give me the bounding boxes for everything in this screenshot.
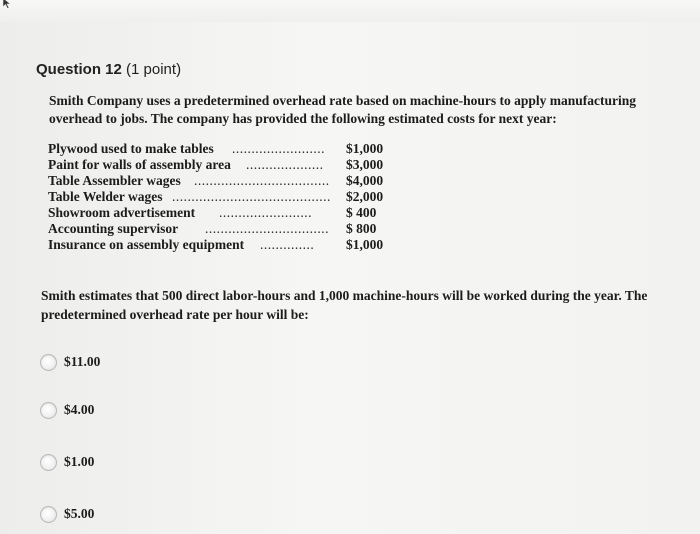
leader-dots: ......................................... xyxy=(172,189,331,204)
cost-amount: $4,000 xyxy=(346,173,384,188)
screen-top-edge xyxy=(0,0,700,22)
answer-option-3[interactable] xyxy=(40,451,94,473)
cost-row xyxy=(48,221,393,237)
answer-option-label[interactable]: $4.00 xyxy=(64,402,95,417)
cost-row xyxy=(48,173,393,189)
radio-button[interactable] xyxy=(40,506,57,523)
cost-amount: $1,000 xyxy=(346,141,384,156)
cost-label: Accounting supervisor xyxy=(48,221,179,236)
cost-row xyxy=(48,189,393,205)
leader-dots: ........................ xyxy=(232,141,325,156)
cost-label: Table Welder wages xyxy=(48,189,163,204)
cost-amount: $1,000 xyxy=(346,237,384,252)
cost-amount: $ 800 xyxy=(346,221,377,236)
cost-label: Table Assembler wages xyxy=(48,173,181,188)
answer-option-label[interactable]: $5.00 xyxy=(64,506,95,521)
radio-button[interactable] xyxy=(40,354,57,371)
cost-amount: $ 400 xyxy=(346,205,377,220)
cost-row xyxy=(48,141,393,157)
cost-label: Showroom advertisement xyxy=(48,205,196,220)
cost-label: Paint for walls of assembly area xyxy=(48,157,231,172)
answer-option-label[interactable]: $1.00 xyxy=(64,454,95,469)
question-points: (1 point) xyxy=(126,61,182,78)
cost-label: Plywood used to make tables xyxy=(48,141,214,156)
estimated-costs-list xyxy=(48,141,393,253)
radio-button[interactable] xyxy=(40,454,57,471)
mouse-cursor-icon xyxy=(2,0,14,10)
question-text: Smith estimates that 500 direct labor-hours and 1,000 machine-hours will be worked during the year. The predetermined overhead rate per hour will be: xyxy=(41,288,648,322)
question-header xyxy=(36,61,181,78)
question-intro-text: Smith Company uses a predetermined overhead rate based on machine-hours to apply manufacturing overhead to jobs. The company has provided the following estimated costs for next year: xyxy=(49,93,637,126)
answer-option-4[interactable] xyxy=(40,503,94,525)
radio-button[interactable] xyxy=(40,402,57,419)
cost-row xyxy=(48,237,393,253)
cost-amount: $2,000 xyxy=(346,189,384,204)
cost-label: Insurance on assembly equipment xyxy=(48,237,245,252)
leader-dots: .............. xyxy=(260,237,315,252)
leader-dots: ................................ xyxy=(205,221,329,236)
cost-amount: $3,000 xyxy=(346,157,384,172)
leader-dots: ................................... xyxy=(194,173,330,188)
question-number: Question 12 xyxy=(36,61,122,78)
cost-row xyxy=(48,205,393,221)
answer-option-1[interactable] xyxy=(40,351,100,373)
answer-option-label[interactable]: $11.00 xyxy=(64,354,101,369)
answer-option-2[interactable] xyxy=(40,399,94,421)
leader-dots: .................... xyxy=(246,157,324,172)
leader-dots: ........................ xyxy=(219,205,312,220)
cost-row xyxy=(48,157,393,173)
